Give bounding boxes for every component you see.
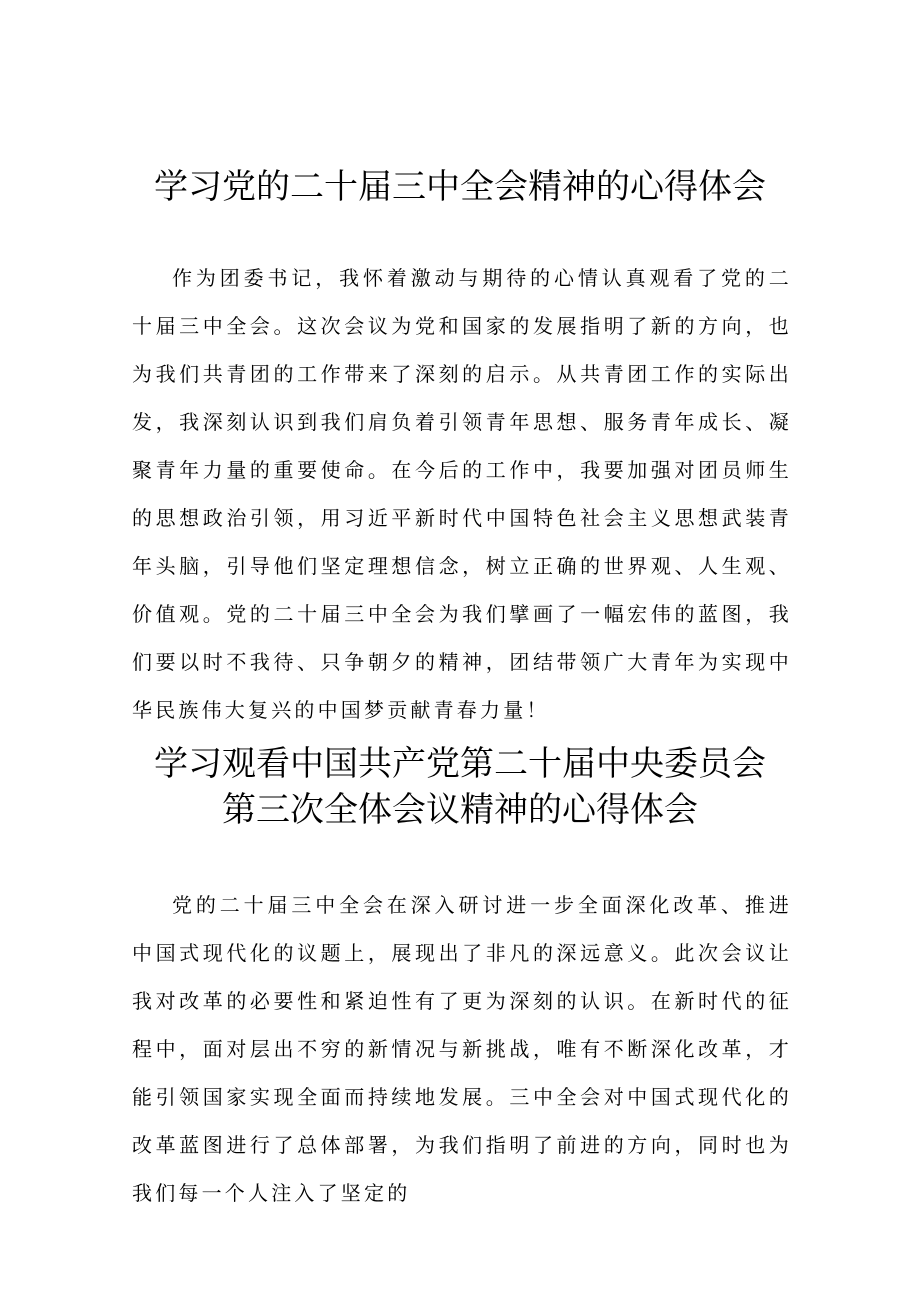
section-1-title: 学习党的二十届三中全会精神的心得体会 — [154, 167, 766, 207]
section-1-paragraph: 作为团委书记，我怀着激动与期待的心情认真观看了党的二十届三中全会。这次会议为党和国家的发展指明了新的方向，也为我们共青团的工作带来了深刻的启示。从共青团工作的实际出发，我深刻认识到我们肩负着引领青年思想、服务青年成长、凝聚青年力量的重要使命。在今后的工作中，我要加强对团员师生的思想政治引领，用习近平新时代中国特色社会主义思想武装青年头脑，引导他们坚定理想信念，树立正确的世界观、人生观、价值观。党的二十届三中全会为我们擘画了一幅宏伟的蓝图，我们要以时不我待、只争朝夕的精神，团结带领广大青年为实现中华民族伟大复兴的中国梦贡献青春力量！ — [132, 266, 792, 722]
section-2-title-line-2: 第三次全体会议精神的心得体会 — [222, 790, 698, 830]
section-2-title-line-1: 学习观看中国共产党第二十届中央委员会 — [154, 744, 766, 784]
section-2-title — [0, 741, 920, 833]
section-2-paragraph: 党的二十届三中全会在深入研讨进一步全面深化改革、推进中国式现代化的议题上，展现出了非凡的深远意义。此次会议让我对改革的必要性和紧迫性有了更为深刻的认识。在新时代的征程中，面对层出不穷的新情况与新挑战，唯有不断深化改革，才能引领国家实现全面而持续地发展。三中全会对中国式现代化的改革蓝图进行了总体部署，为我们指明了前进的方向，同时也为我们每一个人注入了坚定的 — [132, 893, 792, 1205]
